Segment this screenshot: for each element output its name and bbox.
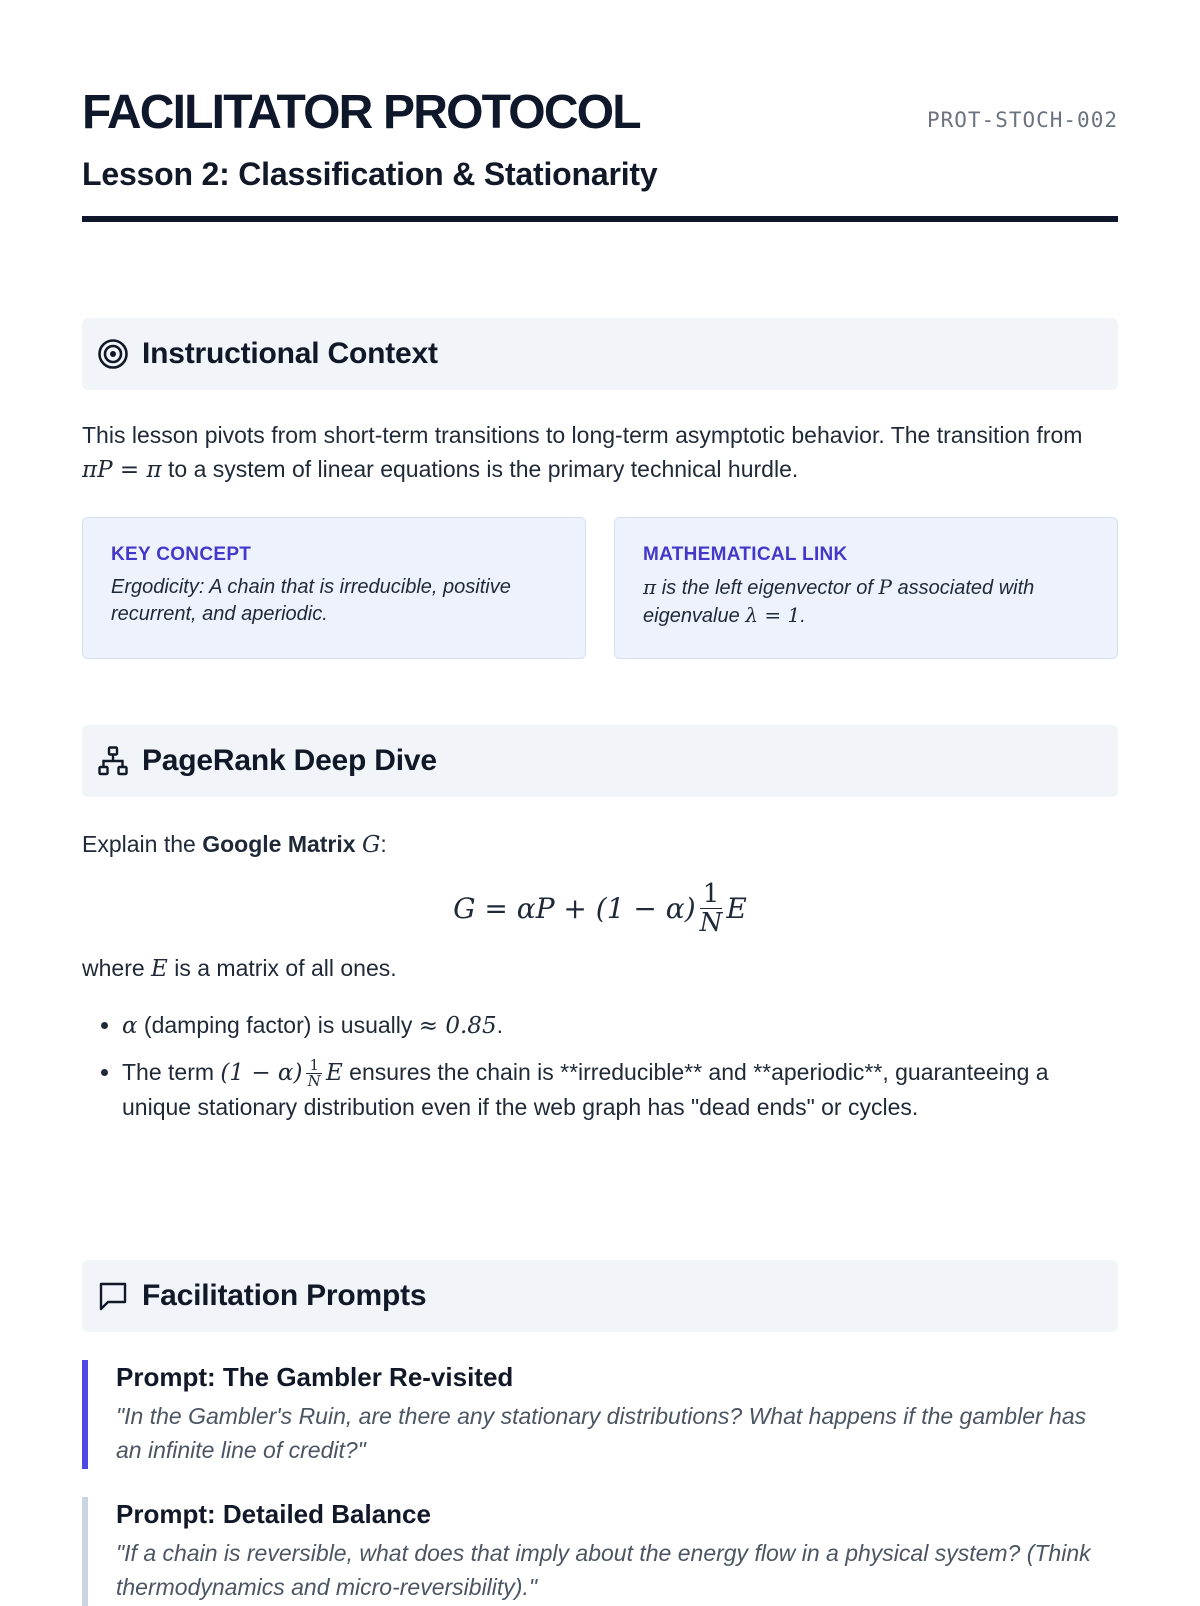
section-title: Instructional Context [142, 337, 438, 370]
section-header [82, 318, 1118, 390]
concept-cards [82, 517, 1118, 659]
pagerank-section [82, 725, 1118, 1136]
list-item: • α (damping factor) is usually ≈ 0.85. [122, 1008, 1118, 1043]
list-item: • The term (1 − α) $\frac{1}{N}$ E ensures the chain is **irreducible** and **aperiodic**, guaranteeing a unique stationary distribution even if the web graph has "dead ends" or cycles. [122, 1055, 1118, 1124]
prompt-detailed-balance [82, 1497, 1118, 1606]
mathematical-link-card [614, 517, 1118, 659]
prompt-gambler [82, 1360, 1118, 1469]
page-title: FACILITATOR PROTOCOL [82, 86, 640, 139]
document-code: PROT-STOCH-002 [926, 108, 1118, 132]
target-icon [96, 337, 130, 371]
section-header [82, 725, 1118, 797]
prompt-text: "In the Gambler's Ruin, are there any stationary distributions? What happens if the gambler has an infinite line of credit?" [116, 1403, 1087, 1463]
network-icon [96, 744, 130, 778]
section-title: PageRank Deep Dive [142, 744, 437, 777]
prompt-title: Prompt: The Gambler Re-visited [116, 1362, 514, 1392]
prompt-text: "If a chain is reversible, what does that imply about the energy flow in a physical system? (Think thermodynamics and micro-reversibility)." [116, 1540, 1091, 1600]
card-label: MATHEMATICAL LINK [643, 544, 848, 565]
chat-bubble-icon [96, 1279, 130, 1313]
google-matrix-equation: G = αP + (1 − α) $\frac{1}{N}$ E [453, 879, 747, 938]
card-label: KEY CONCEPT [111, 544, 252, 565]
key-concept-card [82, 517, 586, 659]
document-header [82, 0, 1118, 222]
google-matrix-lead: Explain the Google Matrix G: [82, 831, 387, 858]
card-text: Ergodicity: A chain that is irreducible, positive recurrent, and aperiodic. [111, 576, 511, 625]
prompt-title: Prompt: Detailed Balance [116, 1499, 431, 1529]
section-header [82, 1260, 1118, 1332]
context-intro: This lesson pivots from short-term transitions to long-term asymptotic behavior. The transition from πP = π to a system of linear equations is the primary technical hurdle. [82, 422, 1083, 483]
google-matrix-term: Google Matrix [202, 831, 356, 857]
math-inline: πP = π [82, 457, 162, 483]
card-text: π is the left eigenvector of P associated with eigenvalue λ = 1. [643, 575, 1035, 627]
lesson-subtitle: Lesson 2: Classification & Stationarity [82, 156, 658, 192]
facilitation-prompts-section [82, 1260, 1118, 1606]
pagerank-bullets [82, 1008, 1118, 1124]
instructional-context-section [82, 318, 1118, 659]
fraction: $\frac{1}{N}$ [307, 1056, 321, 1091]
where-clause: where E is a matrix of all ones. [82, 955, 397, 982]
fraction: $\frac{1}{N}$ [699, 879, 723, 938]
section-title: Facilitation Prompts [142, 1279, 427, 1312]
